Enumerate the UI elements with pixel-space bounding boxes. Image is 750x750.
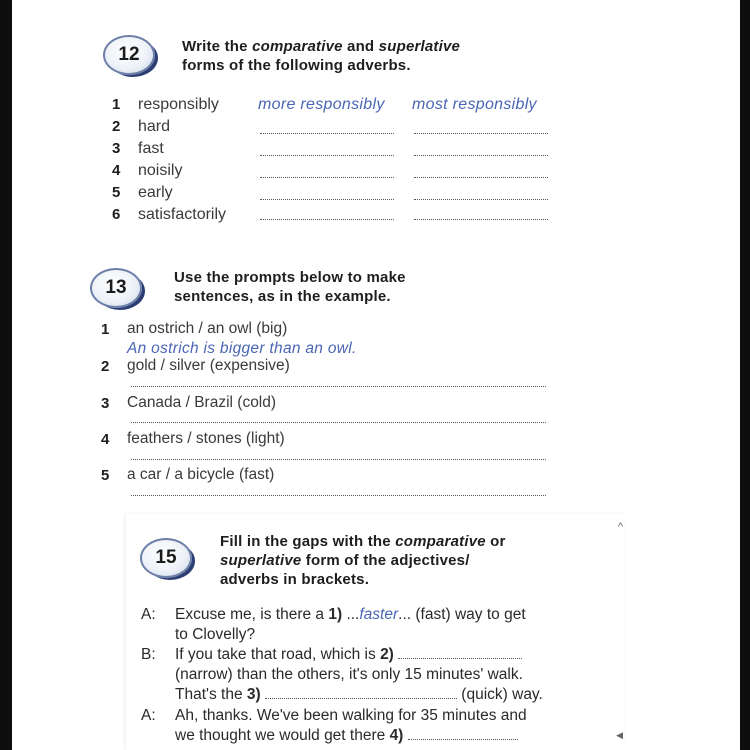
item-number: 2 [101, 358, 110, 375]
exercise-13-badge: 13 [90, 268, 142, 308]
scroll-up-icon[interactable]: ^ [617, 521, 623, 533]
prompt-text: gold / silver (expensive) [127, 357, 290, 374]
speaker-label: B: [141, 646, 156, 663]
item-number: 5 [112, 184, 121, 201]
item-number: 1 [101, 321, 110, 338]
exercise-12-badge: 12 [103, 35, 155, 75]
superlative-blank[interactable] [414, 219, 548, 220]
exercise-12-instruction: Write the comparative and superlative forms of the following adverbs. [182, 38, 461, 74]
item-number: 4 [112, 162, 121, 179]
adverb-word: hard [138, 118, 171, 135]
dialog-line: Excuse me, is there a 1) ...faster... (fast) way to get to Clovelly? [175, 606, 526, 643]
item-number: 6 [112, 206, 121, 223]
adverb-word: satisfactorily [138, 206, 227, 223]
item-number: 1 [112, 96, 121, 113]
prompt-text: Canada / Brazil (cold) [127, 394, 277, 411]
adverb-word: responsibly [138, 96, 219, 113]
item-number: 2 [112, 118, 121, 135]
item-number: 4 [101, 431, 110, 448]
gap-3-blank[interactable] [265, 697, 457, 699]
dialog-line: If you take that road, which is 2) (narrow) than the others, it's only 15 minutes' walk. That's the 3) (quick) way. [175, 646, 543, 703]
exercise-15-badge: 15 [140, 538, 192, 578]
prompt-text: a car / a bicycle (fast) [127, 466, 275, 483]
prompt-text: feathers / stones (light) [127, 430, 285, 447]
answer-line[interactable] [131, 459, 546, 460]
comparative-answer: more responsibly [258, 96, 385, 113]
superlative-blank[interactable] [414, 177, 548, 178]
gap-4-blank[interactable] [408, 738, 518, 740]
comparative-blank[interactable] [260, 177, 394, 178]
gap-2-blank[interactable] [398, 657, 522, 659]
comparative-blank[interactable] [260, 133, 394, 134]
left-border [0, 0, 12, 750]
dialog-line: Ah, thanks. We've been walking for 35 minutes and we thought we would get there 4) [175, 707, 527, 744]
superlative-blank[interactable] [414, 133, 548, 134]
item-number: 3 [112, 140, 121, 157]
comparative-blank[interactable] [260, 199, 394, 200]
superlative-blank[interactable] [414, 155, 548, 156]
item-number: 5 [101, 467, 110, 484]
gap-1-answer[interactable]: faster [359, 606, 399, 623]
superlative-answer: most responsibly [412, 96, 537, 113]
scroll-down-icon[interactable]: ◀ [616, 730, 623, 740]
answer-line[interactable] [131, 386, 546, 387]
exercise-13-instruction: Use the prompts below to make sentences, as in the example. [174, 269, 406, 305]
comparative-blank[interactable] [260, 155, 394, 156]
speaker-label: A: [141, 606, 156, 623]
adverb-word: fast [138, 140, 164, 157]
item-number: 3 [101, 395, 110, 412]
prompt-text: an ostrich / an owl (big) [127, 320, 288, 337]
exercise-15-instruction: Fill in the gaps with the comparative or superlative form of the adjectives/ adverbs in brackets. [220, 533, 506, 588]
adverb-word: early [138, 184, 173, 201]
answer-line[interactable] [131, 495, 546, 496]
superlative-blank[interactable] [414, 199, 548, 200]
adverb-word: noisily [138, 162, 183, 179]
example-answer: An ostrich is bigger than an owl. [127, 340, 357, 357]
right-border [740, 0, 750, 750]
answer-line[interactable] [131, 422, 546, 423]
comparative-blank[interactable] [260, 219, 394, 220]
speaker-label: A: [141, 707, 156, 724]
